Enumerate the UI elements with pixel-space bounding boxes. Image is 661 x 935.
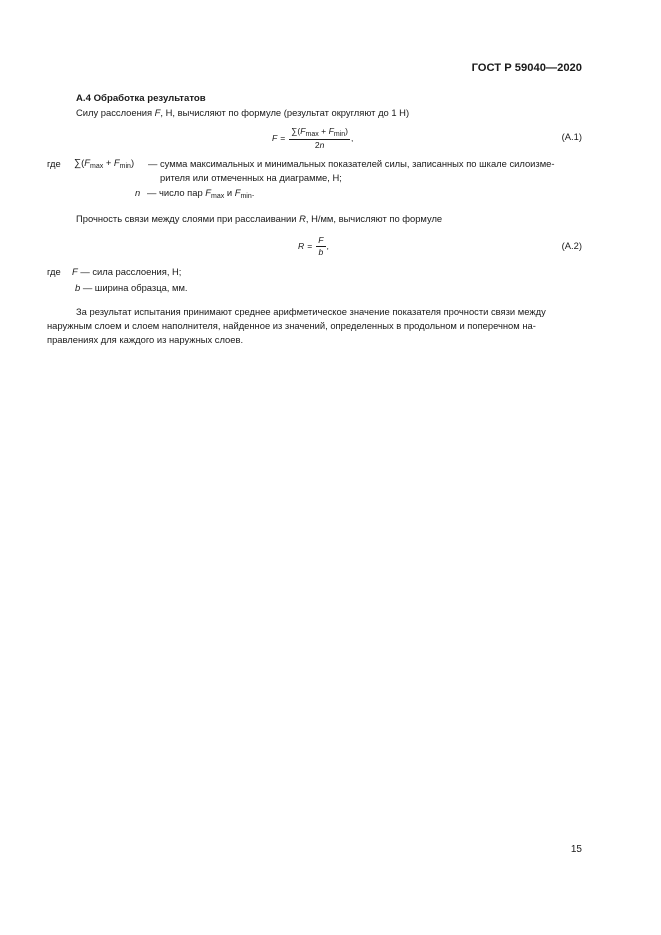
- where1-term2: n: [135, 187, 141, 198]
- where2-term2: b — ширина образца, мм.: [75, 282, 188, 293]
- where2-term1: F — сила расслоения, Н;: [72, 266, 182, 277]
- where1-term2-definition: — число пар $F_{max}$ и $F_{min}$.: [147, 187, 255, 200]
- formula-a1-number: (А.1): [561, 131, 582, 142]
- where1-term1: $\sum(F_{max} + F_{min})$: [74, 157, 135, 170]
- formula-a2-trail: ,: [326, 241, 329, 252]
- formula-a2-numerator: F: [318, 235, 324, 245]
- conclusion-line-2: наружным слоем и слоем наполнителя, найденное из значений, определенных в продольном и поперечном на-: [47, 320, 536, 331]
- formula-a2-denominator: b: [318, 246, 324, 257]
- section-heading: А.4 Обработка результатов: [76, 93, 206, 104]
- where-label-1: где: [47, 158, 61, 169]
- intro-tail: , Н, вычисляют по формуле (результат округляют до 1 Н): [160, 107, 410, 118]
- formula-a2-equals: =: [307, 241, 313, 252]
- formula-a1-trail: ,: [350, 133, 354, 144]
- formula-a2-lhs: R: [298, 241, 305, 252]
- formula-a1-fraction: [289, 127, 350, 151]
- where1-term1-definition-line1: — сумма максимальных и минимальных показателей силы, записанных по шкале силоизме-: [148, 158, 555, 169]
- intro-text: Силу расслоения: [76, 107, 155, 118]
- intro-variable: F: [154, 107, 161, 118]
- conclusion-line-1: За результат испытания принимают среднее арифметическое значение показателя прочности связи между: [76, 306, 546, 317]
- formula-a2-fraction: [316, 236, 325, 258]
- formula-a1-lhs: F: [272, 133, 278, 144]
- strength-paragraph: Прочность связи между слоями при расслаивании R, Н/мм, вычисляют по формуле: [76, 213, 443, 224]
- formula-a2: [298, 236, 329, 258]
- where1-term1-definition-line2: рителя или отмеченных на диаграмме, Н;: [160, 172, 342, 183]
- formula-a2-number: (А.2): [561, 240, 582, 251]
- page-number: 15: [570, 844, 582, 855]
- formula-a1: [272, 127, 353, 151]
- formula-a1-numerator: $\sum(F_{max} + F_{min})$: [289, 127, 350, 140]
- conclusion-line-3: правлениях для каждого из наружных слоев.: [47, 334, 244, 345]
- where-label-2: где: [47, 266, 61, 277]
- document-code: ГОСТ Р 59040—2020: [471, 62, 582, 74]
- intro-paragraph: [76, 107, 409, 120]
- formula-a1-equals: =: [280, 133, 286, 144]
- formula-a1-denominator: 2n: [314, 140, 325, 151]
